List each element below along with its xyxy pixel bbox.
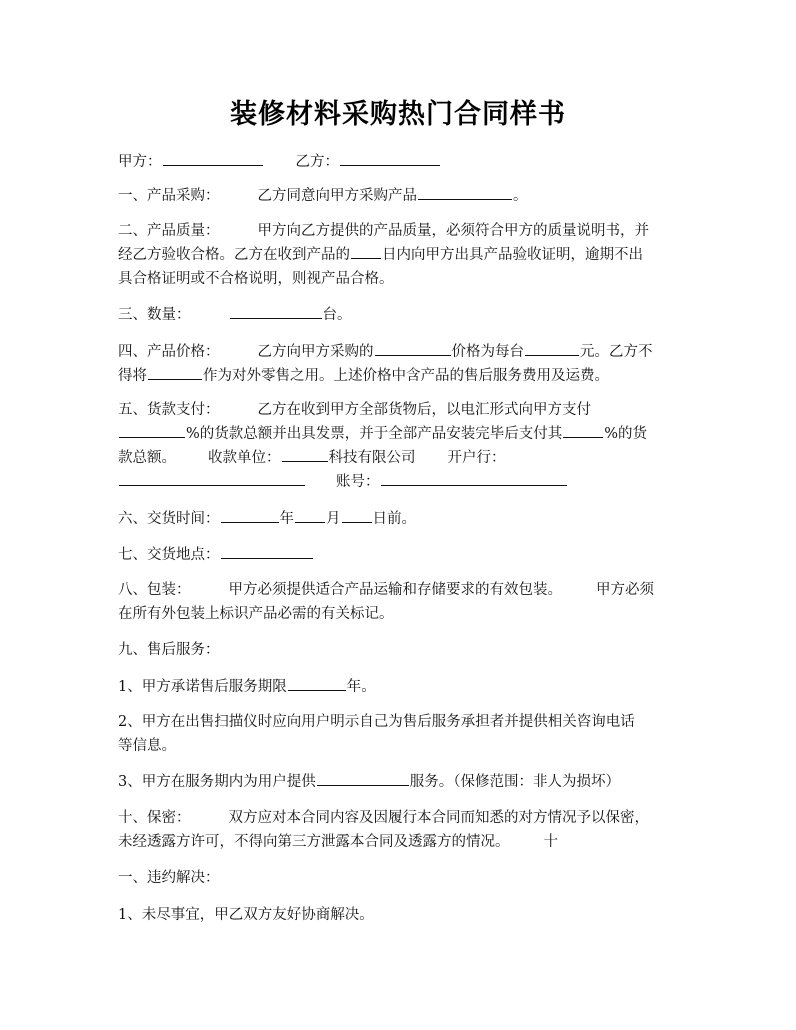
section-4-text-1a: 乙方向甲方采购的 — [257, 344, 374, 360]
party-a-label: 甲方： — [118, 154, 162, 170]
section-8-line-2 — [118, 602, 683, 626]
section-5-line-3 — [118, 446, 683, 470]
section-8-text-1b: 甲方必须 — [596, 582, 654, 598]
section-9-item-2-line-2 — [118, 734, 683, 758]
second-percent-blank — [563, 423, 603, 438]
section-11-item-1 — [118, 903, 683, 927]
section-2-line-1 — [118, 219, 683, 243]
service-blank — [317, 771, 409, 786]
section-4-line-1 — [118, 340, 683, 364]
account-label: 账号： — [336, 474, 380, 490]
section-9-item-1 — [118, 675, 683, 699]
section-1-head: 一、产品采购： — [118, 188, 220, 204]
section-11-head-line — [118, 866, 683, 890]
month-label: 月 — [326, 511, 341, 527]
section-2-text-2a: 经乙方验收合格。乙方在收到产品的 — [118, 247, 350, 263]
section-9-item-3-end: 服务。（保修范围：非人为损坏） — [409, 774, 620, 790]
section-9-item-1-end: 年。 — [346, 679, 376, 695]
section-3-text: 台。 — [322, 307, 352, 323]
section-5-line-1 — [118, 398, 683, 422]
section-4-text-1c: 元。乙方不 — [580, 344, 653, 360]
bank-label: 开户行： — [447, 450, 506, 466]
section-9-item-3 — [118, 770, 683, 794]
section-9-item-1-text: 1、甲方承诺售后服务期限 — [118, 679, 287, 695]
section-10-text-1: 双方应对本合同内容及因履行本合同而知悉的对方情况予以保密， — [228, 810, 649, 826]
section-9-head: 九、售后服务： — [118, 642, 220, 658]
section-9-item-2-text-2: 等信息。 — [118, 738, 176, 754]
section-1-end: 。 — [513, 188, 528, 204]
section-2-text-1: 甲方向乙方提供的产品质量，必须符合甲方的质量说明书，并 — [257, 223, 649, 239]
section-2-line-2 — [118, 243, 683, 267]
section-10-line-2 — [118, 830, 683, 854]
days-blank — [351, 244, 381, 259]
section-2-text-3: 具合格证明或不合格说明，则视产品合格。 — [118, 271, 394, 287]
document-title: 装修材料采购热门合同样书 — [230, 99, 566, 130]
payee-blank — [282, 447, 328, 462]
section-5-text-1: 乙方在收到甲方全部货物后，以电汇形式向甲方支付 — [257, 402, 591, 418]
section-5-text-3a: 款总额。 — [118, 450, 176, 466]
section-4-head: 四、产品价格： — [118, 344, 220, 360]
section-8-text-2: 在所有外包装上标识产品必需的有关标记。 — [118, 606, 394, 622]
section-9-head-line — [118, 638, 683, 662]
section-11-item-1-text: 1、未尽事宜，甲乙双方友好协商解决。 — [118, 907, 374, 923]
section-10-text-2a: 未经透露方许可，不得向第三方泄露本合同及透露方的情况。 — [118, 834, 510, 850]
section-8-head: 八、包装： — [118, 582, 191, 598]
section-4-text-2a: 得将 — [118, 368, 147, 384]
section-1 — [118, 184, 683, 208]
section-2-line-3 — [118, 267, 683, 291]
section-2-text-2b: 日内向甲方出具产品验收证明，逾期不出 — [382, 247, 643, 263]
section-4-line-2 — [118, 364, 683, 388]
bank-blank — [119, 471, 305, 486]
parties-line — [118, 150, 683, 174]
section-5-text-2a: %的货款总额并出具发票，并于全部产品安装完毕后支付其 — [186, 426, 563, 442]
price-blank — [148, 365, 202, 380]
warranty-years-blank — [288, 676, 346, 691]
section-5-head: 五、货款支付： — [118, 402, 220, 418]
section-6 — [118, 507, 683, 531]
section-7-head: 七、交货地点： — [118, 547, 220, 563]
account-blank — [381, 471, 567, 486]
product-name-blank — [375, 341, 451, 356]
quantity-blank — [230, 304, 322, 319]
section-1-text: 乙方同意向甲方采购产品 — [257, 188, 417, 204]
section-5-text-2b: %的货 — [604, 426, 648, 442]
location-blank — [221, 544, 313, 559]
section-8-line-1 — [118, 578, 683, 602]
section-6-head: 六、交货时间： — [118, 511, 220, 527]
year-blank — [221, 508, 279, 523]
section-10-text-2b: 十 — [543, 834, 558, 850]
party-a-blank — [163, 151, 263, 166]
section-8-text-1a: 甲方必须提供适合产品运输和存储要求的有效包装。 — [228, 582, 562, 598]
section-10-head: 十、保密： — [118, 810, 191, 826]
section-3 — [118, 303, 683, 327]
unit-price-blank — [525, 341, 579, 356]
party-b-label: 乙方： — [295, 154, 339, 170]
section-10-line-1 — [118, 806, 683, 830]
section-5-line-2 — [118, 422, 683, 446]
section-11-head: 一、违约解决： — [118, 870, 220, 886]
first-percent-blank — [119, 423, 185, 438]
year-label: 年 — [279, 511, 294, 527]
section-9-item-3-text: 3、甲方在服务期内为用户提供 — [118, 774, 316, 790]
section-4-text-2b: 作为对外零售之用。上述价格中含产品的售后服务费用及运费。 — [203, 368, 609, 384]
product-blank — [418, 185, 512, 200]
section-4-text-1b: 价格为每台 — [451, 344, 524, 360]
month-blank — [295, 508, 325, 523]
payee-suffix: 科技有限公司 — [328, 450, 416, 466]
day-blank — [342, 508, 372, 523]
party-b-blank — [340, 151, 440, 166]
section-2-head: 二、产品质量： — [118, 223, 220, 239]
day-label: 日前。 — [372, 511, 416, 527]
section-3-head: 三、数量： — [118, 307, 191, 323]
section-7 — [118, 543, 683, 567]
section-5-line-4 — [118, 470, 683, 494]
payee-label: 收款单位： — [208, 450, 281, 466]
section-9-item-2-text-1: 2、甲方在出售扫描仪时应向用户明示自己为售后服务承担者并提供相关咨询电话 — [118, 714, 635, 730]
section-9-item-2-line-1 — [118, 710, 683, 734]
